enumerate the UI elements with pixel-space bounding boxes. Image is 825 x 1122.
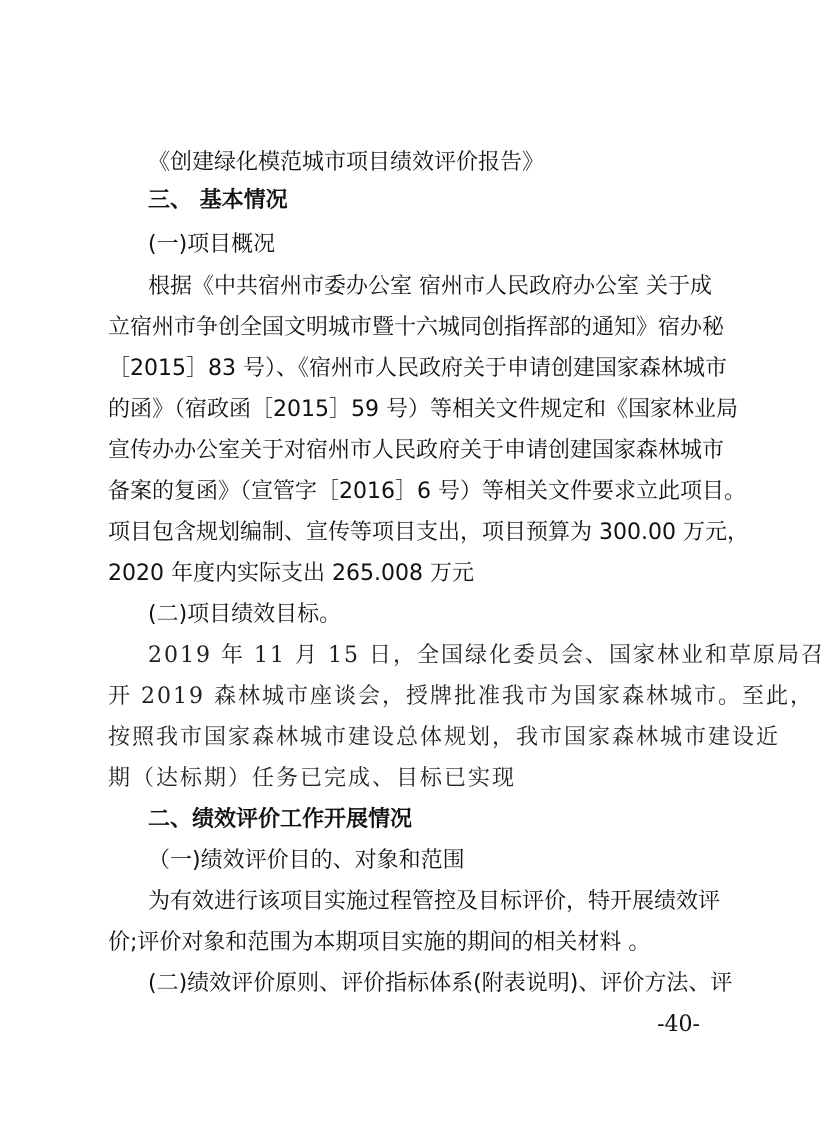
paragraph-line: 备案的复函》（宣管字［2016］6 号）等相关文件要求立此项目。 <box>108 479 746 504</box>
section-three-heading: 三、 基本情况 <box>148 188 288 213</box>
paragraph-line: ［2015］83 号）、《宿州市人民政府关于申请创建国家森林城市 <box>108 356 727 381</box>
paragraph-line: 宣传办办公室关于对宿州市人民政府关于申请创建国家森林城市 <box>108 438 725 463</box>
evaluation-purpose-heading: （一)绩效评价目的、对象和范围 <box>148 848 465 873</box>
report-title: 《创建绿化模范城市项目绩效评价报告》 <box>148 150 545 175</box>
paragraph-line: 立宿州市争创全国文明城市暨十六城同创指挥部的通知》宿办秘 <box>108 315 725 340</box>
paragraph-line: 项目包含规划编制、宣传等项目支出，项目预算为 300.00 万元， <box>108 520 749 545</box>
paragraph-line: 的函》（宿政函［2015］59 号）等相关文件规定和《国家林业局 <box>108 397 738 422</box>
paragraph-line: 根据《中共宿州市委办公室 宿州市人民政府办公室 关于成 <box>148 274 712 299</box>
section-two-heading: 二、绩效评价工作开展情况 <box>148 807 413 832</box>
page-number: -40- <box>657 1012 700 1037</box>
paragraph-line: 开 2019 森林城市座谈会，授牌批准我市为国家森林城市。至此， <box>108 684 814 709</box>
project-overview-heading: (一)项目概况 <box>148 232 276 257</box>
paragraph-line: 2019 年 11 月 15 日，全国绿化委员会、国家林业和草原局召 <box>148 643 825 668</box>
paragraph-line: 按照我市国家森林城市建设总体规划，我市国家森林城市建设近 <box>108 725 781 750</box>
evaluation-principles-heading: (二)绩效评价原则、评价指标体系(附表说明)、评价方法、评 <box>148 971 733 996</box>
paragraph-line: 价;评价对象和范围为本期项目实施的期间的相关材料 。 <box>108 930 651 955</box>
paragraph-line: 期（达标期）任务已完成、目标已实现 <box>108 766 517 791</box>
performance-goal-heading: (二)项目绩效目标。 <box>148 602 342 627</box>
paragraph-line: 为有效进行该项目实施过程管控及目标评价，特开展绩效评 <box>148 889 721 914</box>
paragraph-line: 2020 年度内实际支出 265.008 万元 <box>108 561 474 586</box>
